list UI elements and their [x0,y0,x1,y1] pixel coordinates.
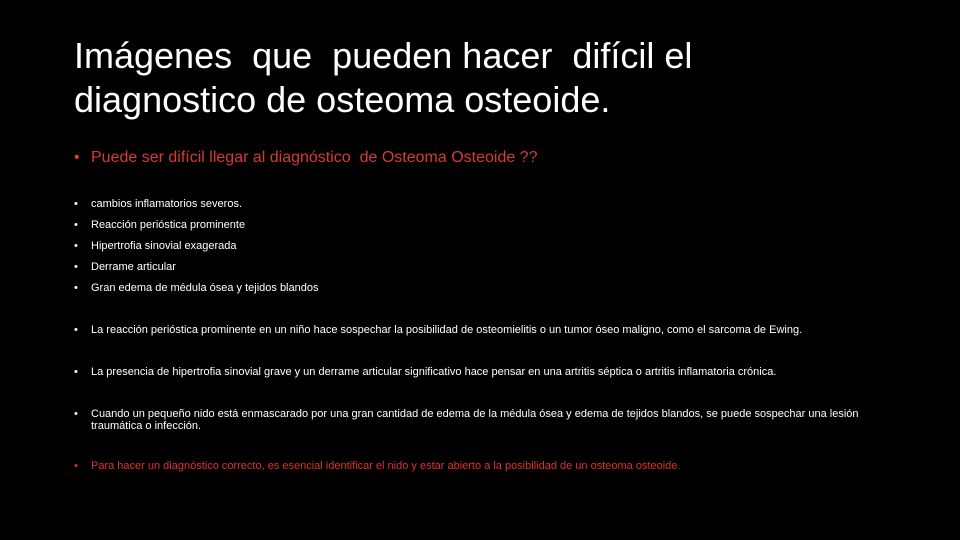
finding-text: cambios inflamatorios severos. [91,198,243,210]
finding-text: Reacción perióstica prominente [91,219,246,231]
note-text: Cuando un pequeño nido está enmascarado por una gran cantidad de edema de la médula ósea y edema de tejidos blandos, se puede sospechar una lesión traumática o infección. [91,408,859,432]
bullet-icon: • [74,460,78,472]
bullet-icon: • [74,219,78,231]
bullet-icon: • [74,282,78,294]
note-text: La presencia de hipertrofia sinovial grave y un derrame articular significativo hace pensar en una artritis séptica o artritis inflamatoria crónica. [91,366,777,378]
finding-text: Derrame articular [91,261,176,273]
bullet-icon: • [74,324,78,336]
finding-text: Gran edema de médula ósea y tejidos blandos [91,282,319,294]
finding-item [74,282,891,294]
bullet-icon: • [74,198,78,210]
finding-item [74,198,891,210]
bullet-icon: • [74,149,80,166]
note-item [74,324,891,336]
finding-item [74,261,891,273]
question-bullet [74,148,537,168]
finding-item [74,219,891,231]
bullet-icon: • [74,240,78,252]
note-text: La reacción perióstica prominente en un niño hace sospechar la posibilidad de osteomielitis o un tumor óseo maligno, como el sarcoma de Ewing. [91,324,803,336]
question-text: Puede ser difícil llegar al diagnóstico de Osteoma Osteoide ?? [91,149,538,166]
slide-title [74,34,894,122]
title-line-2: diagnostico de osteoma osteoide. [74,79,611,120]
bullet-icon: • [74,408,78,420]
finding-item [74,240,891,252]
note-item [74,408,891,432]
conclusion-item [74,460,891,472]
conclusion-text: Para hacer un diagnóstico correcto, es esencial identificar el nido y estar abierto a la posibilidad de un osteoma osteoide. [91,460,681,472]
bullet-icon: • [74,366,78,378]
title-line-1: Imágenes que pueden hacer difícil el [74,35,693,76]
finding-text: Hipertrofia sinovial exagerada [91,240,237,252]
bullet-icon: • [74,261,78,273]
note-item [74,366,891,378]
